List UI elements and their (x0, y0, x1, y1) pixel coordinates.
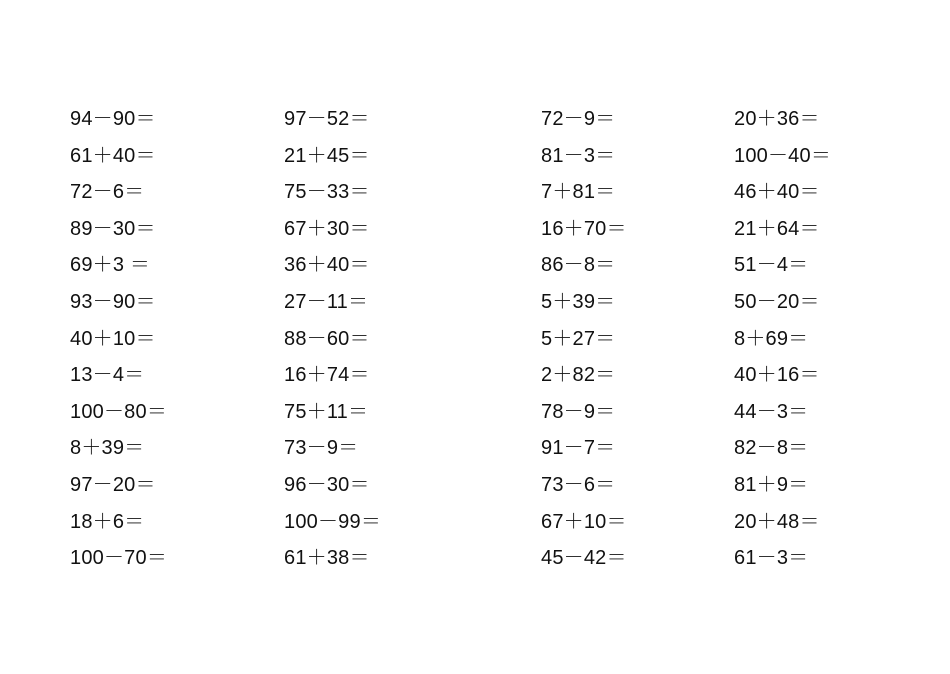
math-problem: 67＋30＝ (284, 217, 370, 240)
math-problem: 81＋9＝ (734, 473, 809, 496)
math-problem: 73－9＝ (284, 437, 359, 460)
problem-column-4 (734, 101, 831, 577)
math-problem: 40＋10＝ (70, 327, 156, 350)
math-problem: 8＋69＝ (734, 327, 809, 350)
math-problem: 72－9＝ (541, 108, 616, 130)
math-problem: 2＋82＝ (541, 364, 616, 387)
math-problem: 100－70＝ (70, 547, 168, 570)
math-problem: 69＋3 ＝ (70, 254, 151, 277)
math-problem: 100－80＝ (70, 400, 168, 423)
math-problem: 61＋38＝ (284, 547, 370, 570)
math-problem: 93－90＝ (70, 290, 156, 313)
math-problem: 91－7＝ (541, 437, 616, 460)
math-problem: 46＋40＝ (734, 181, 820, 204)
math-problem: 81－3＝ (541, 144, 616, 167)
math-problem: 20＋48＝ (734, 510, 820, 533)
math-problem: 13－4＝ (70, 364, 145, 387)
math-problem: 7＋81＝ (541, 181, 616, 204)
math-problem: 72－6＝ (70, 181, 145, 204)
math-problem: 5＋27＝ (541, 327, 616, 350)
math-problem: 27－11＝ (284, 290, 369, 313)
math-problem: 97－52＝ (284, 108, 370, 130)
math-problem: 82－8＝ (734, 437, 809, 460)
math-problem: 21＋64＝ (734, 217, 820, 240)
math-problem: 50－20＝ (734, 290, 820, 313)
math-problem: 75＋11＝ (284, 400, 369, 423)
problem-column-1 (70, 101, 167, 577)
math-problem: 94－90＝ (70, 108, 156, 130)
math-problem: 73－6＝ (541, 473, 616, 496)
math-problem: 100－40＝ (734, 144, 832, 167)
math-problem: 100－99＝ (284, 510, 382, 533)
math-problem: 20＋36＝ (734, 108, 820, 130)
math-problem: 36＋40＝ (284, 254, 370, 277)
math-problem: 61＋40＝ (70, 144, 156, 167)
problem-column-3 (541, 101, 627, 577)
math-problem: 75－33＝ (284, 181, 370, 204)
math-problem: 45－42＝ (541, 547, 627, 570)
math-problem: 51－4＝ (734, 254, 809, 277)
math-problem: 40＋16＝ (734, 364, 820, 387)
math-problem: 18＋6＝ (70, 510, 145, 533)
math-problem: 44－3＝ (734, 400, 809, 423)
math-problem: 86－8＝ (541, 254, 616, 277)
math-problem: 5＋39＝ (541, 290, 616, 313)
problem-column-2 (284, 101, 381, 577)
math-problem: 97－20＝ (70, 473, 156, 496)
math-problem: 21＋45＝ (284, 144, 370, 167)
math-problem: 16＋70＝ (541, 217, 627, 240)
math-problem: 88－60＝ (284, 327, 370, 350)
math-problem: 67＋10＝ (541, 510, 627, 533)
math-problem: 61－3＝ (734, 547, 809, 570)
math-problem: 78－9＝ (541, 400, 616, 423)
math-problem: 8＋39＝ (70, 437, 145, 460)
math-problem: 89－30＝ (70, 217, 156, 240)
math-problem: 96－30＝ (284, 473, 370, 496)
math-problem: 16＋74＝ (284, 364, 370, 387)
